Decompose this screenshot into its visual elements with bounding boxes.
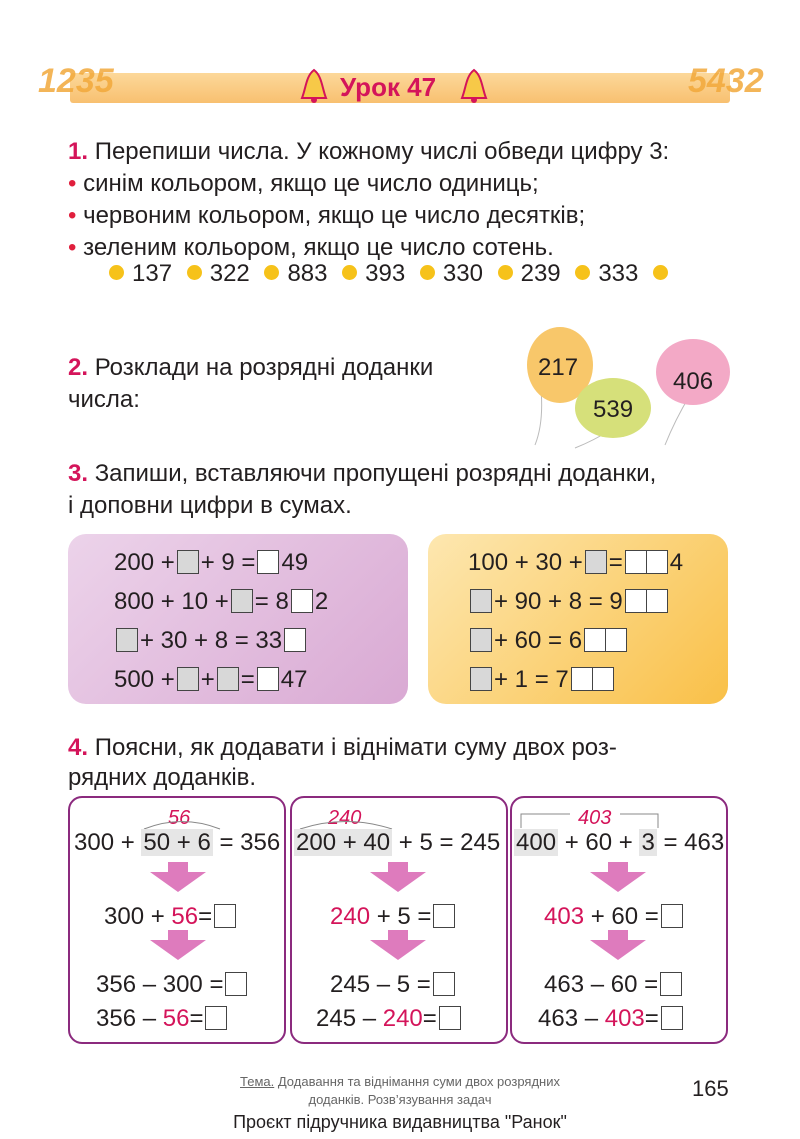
task3-heading-line2: і доповни цифри в сумах.	[68, 492, 352, 519]
task1-heading: 1. Перепиши числа. У кожному числі обведи цифру 3:	[68, 138, 670, 165]
equation: 240 + 5 =	[330, 902, 457, 932]
equation: 463 – 403=	[538, 1004, 685, 1034]
down-arrow-icon	[150, 930, 206, 960]
task4-heading-line2: рядних доданків.	[68, 764, 257, 791]
equation: 500 + + = 47	[114, 666, 308, 693]
equation: 300 + 56=	[104, 902, 238, 932]
header-deco-right: 5432	[688, 62, 764, 100]
down-arrow-icon	[370, 930, 426, 960]
equation: + 30 + 8 = 33	[114, 626, 308, 656]
equation: + 1 = 7	[468, 665, 616, 695]
balloon-number: 539	[593, 396, 634, 423]
header-deco-left: 1235	[38, 62, 114, 100]
equation: 100 + 30 + = 4	[468, 549, 684, 576]
equation: 463 – 60 =	[544, 970, 684, 1000]
equation: + 60 = 6	[468, 626, 629, 656]
footer-topic-line2: доданків. Розв’язування задач	[308, 1092, 492, 1107]
bell-icon	[460, 68, 488, 104]
equation: 300 + 50 + 6 = 356	[74, 829, 281, 856]
equation: 800 + 10 + = 8 2	[114, 588, 329, 615]
bracket-icon	[520, 812, 660, 828]
task2-heading-line2: числа:	[68, 386, 140, 413]
task2-heading: 2. Розклади на розрядні доданки	[68, 354, 434, 381]
equation: 200 + + 9 = 49	[114, 549, 309, 576]
publisher-note: Проєкт підручника видавництва "Ранок"	[233, 1112, 567, 1132]
down-arrow-icon	[150, 862, 206, 892]
equation: 356 – 300 =	[96, 970, 249, 1000]
lesson-title: Урок 47	[340, 72, 437, 102]
equation: 356 – 56=	[96, 1004, 229, 1034]
equation: 200 + 40 + 5 = 245	[296, 829, 501, 856]
down-arrow-icon	[370, 862, 426, 892]
page-number: 165	[692, 1076, 729, 1101]
balloon-number: 406	[673, 368, 714, 395]
task1-numbers: 137 322 883 393 330 239 333	[103, 260, 674, 288]
task1-bullet: • синім кольором, якщо це число одиниць;	[68, 170, 539, 197]
balloon-number: 217	[538, 354, 579, 381]
task1-bullet: • червоним кольором, якщо це число десятків;	[68, 202, 586, 229]
bell-icon	[300, 68, 328, 104]
brace-label: 403	[578, 807, 612, 829]
equation: 403 + 60 =	[544, 902, 685, 932]
task1-bullet: • зеленим кольором, якщо це число сотень.	[68, 234, 554, 261]
task4-heading: 4. Поясни, як додавати і віднімати суму двох роз-	[68, 734, 617, 761]
brace-label: 56	[168, 807, 191, 829]
equation: 400 + 60 + 3 = 463	[516, 829, 725, 856]
down-arrow-icon	[590, 930, 646, 960]
task3-heading: 3. Запиши, вставляючи пропущені розрядні доданки,	[68, 460, 657, 487]
down-arrow-icon	[590, 862, 646, 892]
footer-topic: Тема. Додавання та віднімання суми двох розрядних	[240, 1074, 560, 1089]
equation: 245 – 5 =	[330, 970, 457, 1000]
brace-label: 240	[328, 807, 362, 829]
equation: 245 – 240=	[316, 1004, 463, 1034]
equation: + 90 + 8 = 9	[468, 587, 670, 617]
